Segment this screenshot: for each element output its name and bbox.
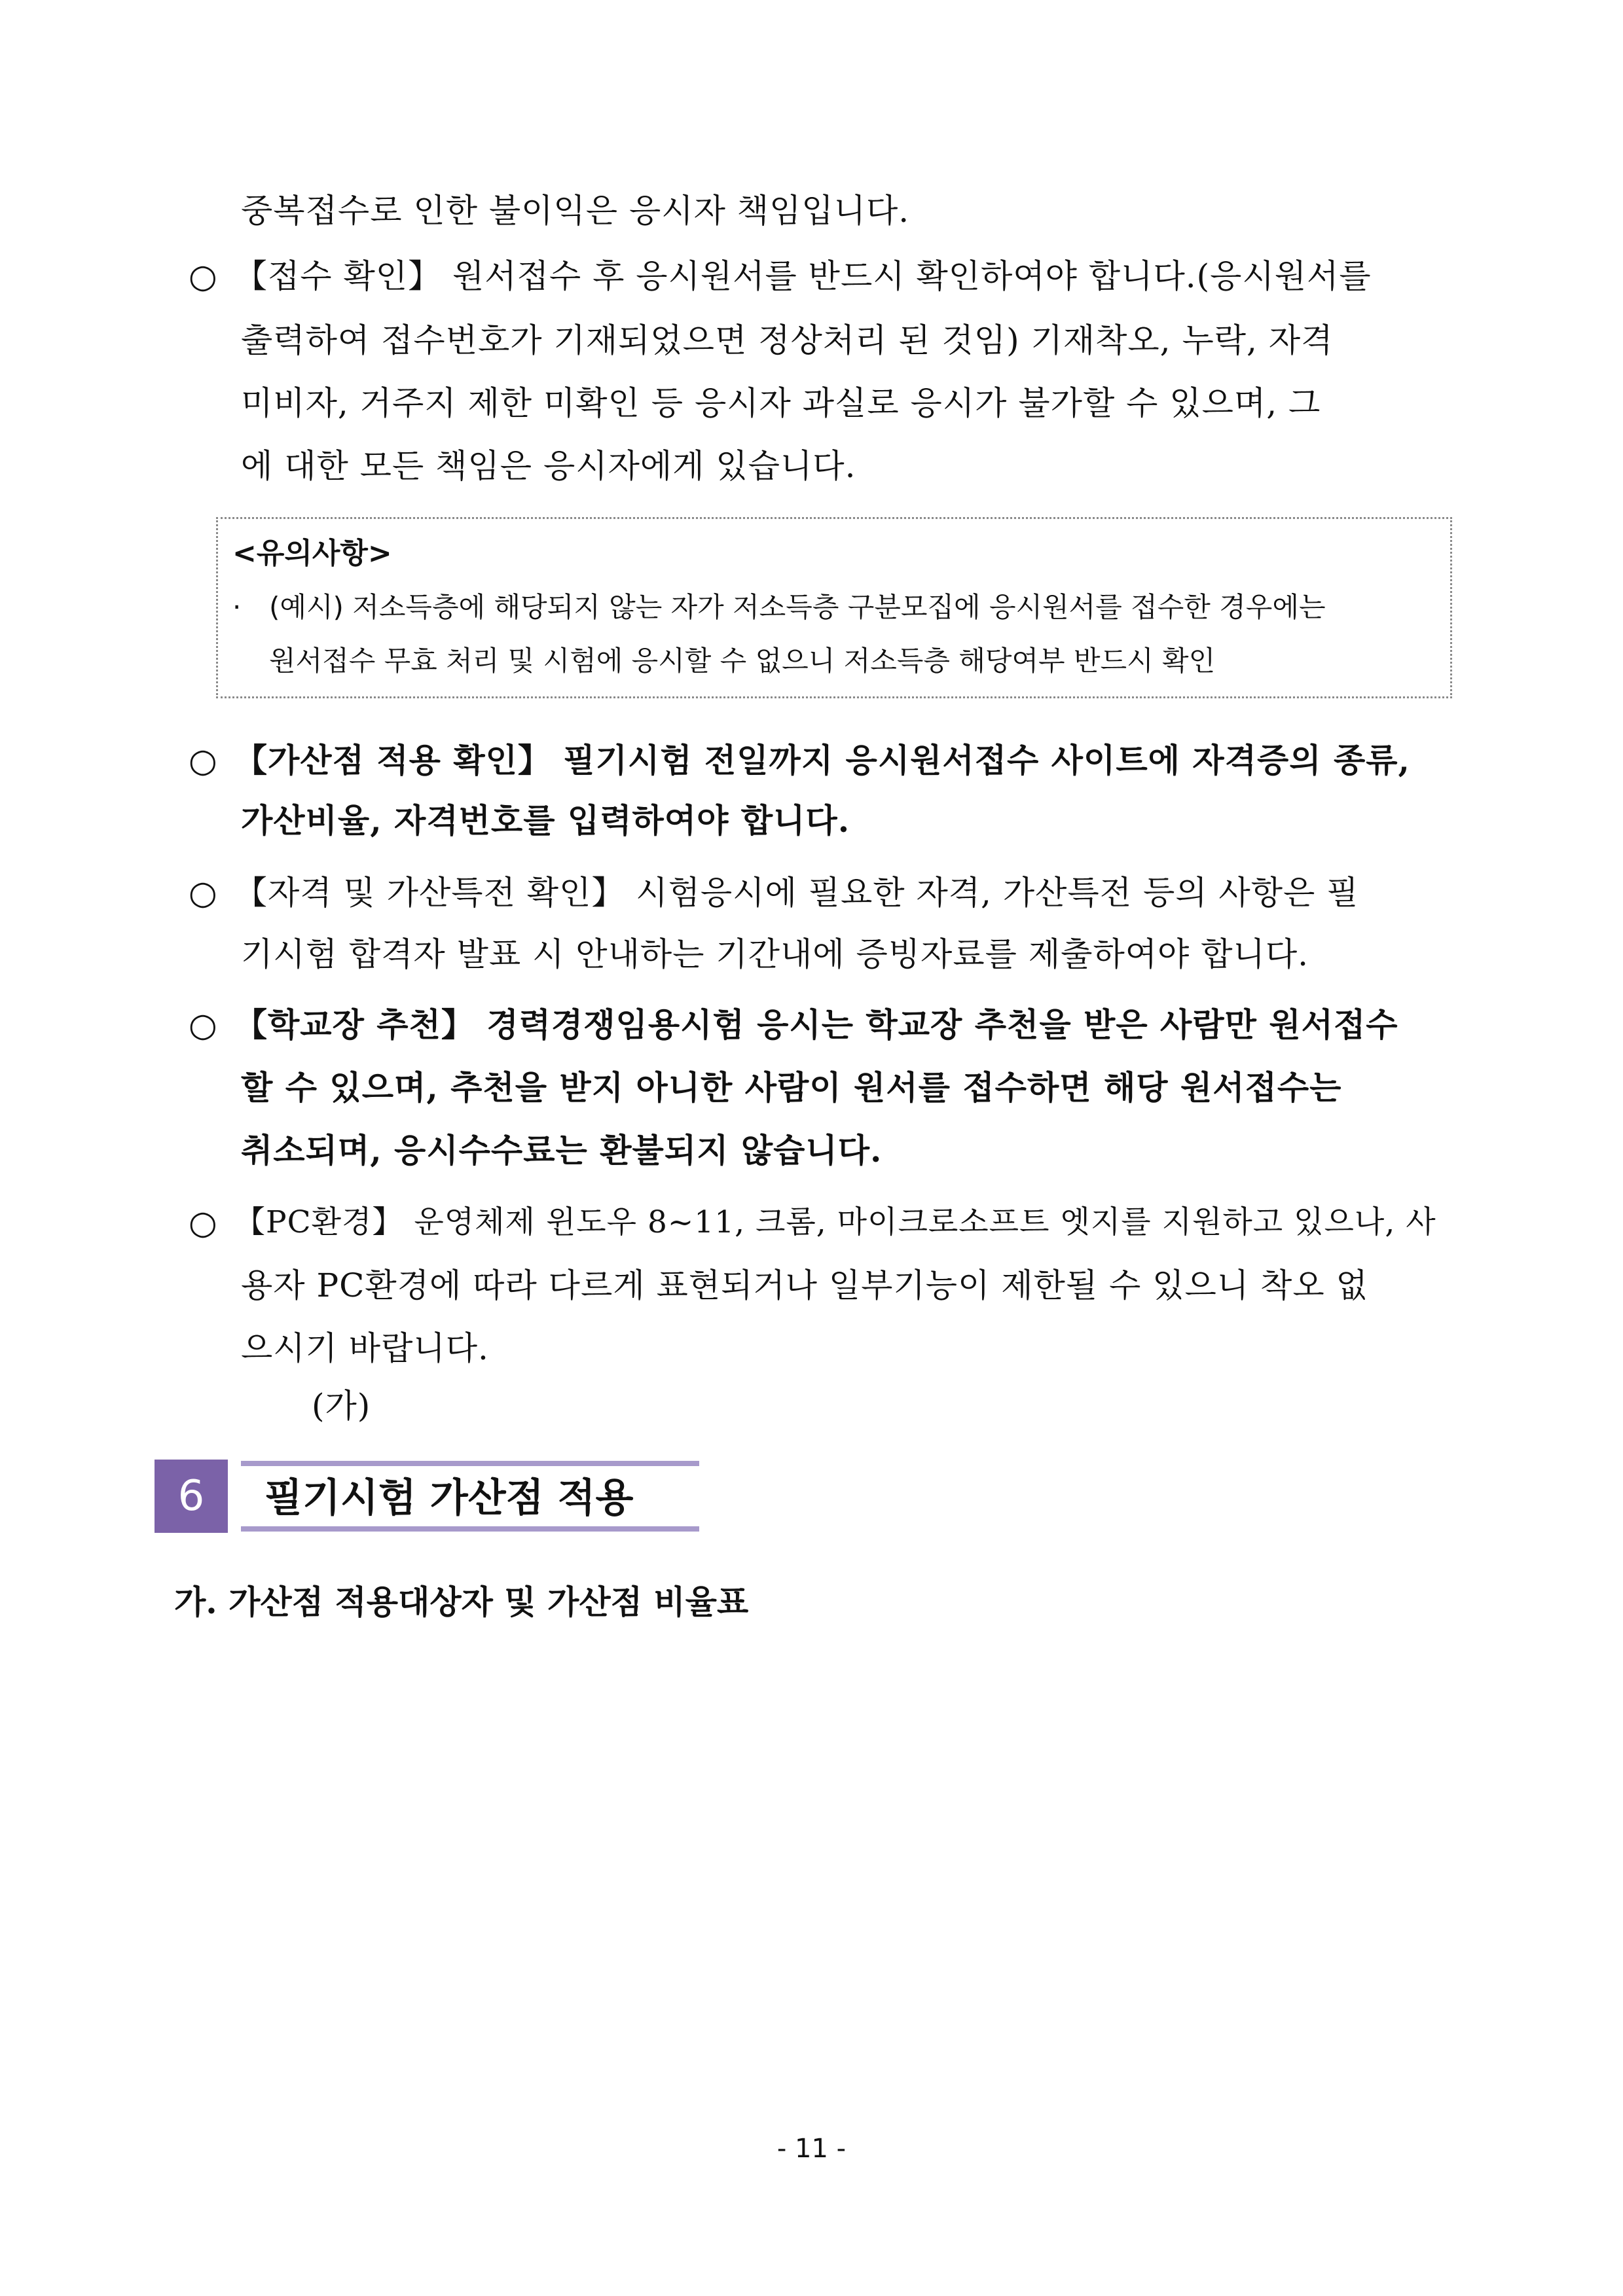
intro-line: 중복접수로 인한 불이익은 응시자 책임입니다. xyxy=(241,192,910,230)
item-pc-env-line-1: 【PC환경】 운영체제 윈도우 8~11, 크롬, 마이크로소프트 엣지를 지원하고 있으나, 사 xyxy=(234,1204,1436,1240)
item-principal-line-3: 취소되며, 응시수수료는 환불되지 않습니다. xyxy=(241,1131,883,1170)
marker-ga: (가) xyxy=(312,1387,371,1425)
note-line-1: (예시) 저소득층에 해당되지 않는 자가 저소득층 구분모집에 응시원서를 접수한 경우에는 xyxy=(269,591,1326,623)
bullet-circle: ○ xyxy=(189,1006,217,1044)
note-box xyxy=(216,517,1452,698)
subheading: 가. 가산점 적용대상자 및 가산점 비율표 xyxy=(174,1583,749,1621)
item-qualification-line-2: 기시험 합격자 발표 시 안내하는 기간내에 증빙자료를 제출하여야 합니다. xyxy=(241,935,1309,973)
item-bonus-check-line-1: 【가산점 적용 확인】 필기시험 전일까지 응시원서접수 사이트에 자격증의 종류, xyxy=(234,741,1410,780)
page-number: - 11 - xyxy=(776,2134,847,2164)
note-bullet: · xyxy=(232,591,242,623)
bullet-circle: ○ xyxy=(189,257,217,295)
note-title: <유의사항> xyxy=(232,537,392,570)
item-qualification-line-1: 【자격 및 가산특전 확인】 시험응시에 필요한 자격, 가산특전 등의 사항은 필 xyxy=(234,874,1359,912)
section-title-box xyxy=(241,1461,699,1532)
item-receipt-line-4: 에 대한 모든 책임은 응시자에게 있습니다. xyxy=(241,447,856,485)
item-bonus-check-line-2: 가산비율, 자격번호를 입력하여야 합니다. xyxy=(241,801,850,840)
bullet-circle: ○ xyxy=(189,742,217,780)
item-principal-line-2: 할 수 있으며, 추천을 받지 아니한 사람이 원서를 접수하면 해당 원서접수는 xyxy=(241,1068,1342,1107)
item-receipt-line-3: 미비자, 거주지 제한 미확인 등 응시자 과실로 응시가 불가할 수 있으며, 그 xyxy=(241,384,1321,422)
section-title: 필기시험 가산점 적용 xyxy=(264,1475,634,1521)
item-receipt-line-2: 출력하여 접수번호가 기재되었으면 정상처리 된 것임) 기재착오, 누락, 자격 xyxy=(241,321,1334,359)
section-number-badge: 6 xyxy=(155,1460,228,1533)
bullet-circle: ○ xyxy=(189,874,217,912)
note-line-2: 원서접수 무효 처리 및 시험에 응시할 수 없으니 저소득층 해당여부 반드시 확인 xyxy=(269,645,1216,677)
item-principal-line-1: 【학교장 추천】 경력경쟁임용시험 응시는 학교장 추천을 받은 사람만 원서접수 xyxy=(234,1005,1398,1044)
item-pc-env-line-3: 으시기 바랍니다. xyxy=(241,1329,489,1367)
bullet-circle: ○ xyxy=(189,1204,217,1242)
item-receipt-line-1: 【접수 확인】 원서접수 후 응시원서를 반드시 확인하여야 합니다.(응시원서를 xyxy=(234,257,1372,295)
item-pc-env-line-2: 용자 PC환경에 따라 다르게 표현되거나 일부기능이 제한될 수 있으니 착오 없 xyxy=(241,1266,1368,1304)
